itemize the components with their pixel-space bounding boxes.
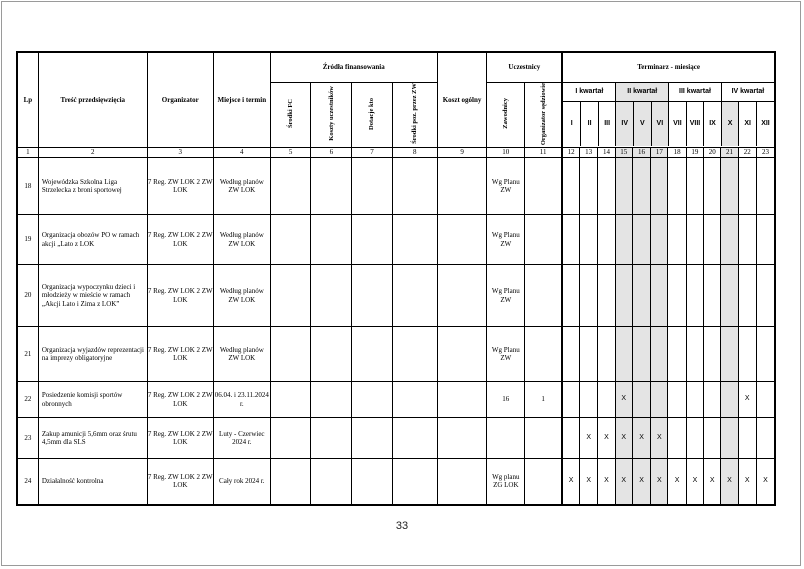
month-cell: X (615, 382, 632, 418)
place-cell: Luty - Czerwiec 2024 r. (213, 418, 270, 459)
funding-cell (270, 158, 311, 215)
header-funding-group: Źródła finansowania (270, 52, 437, 82)
referees-cell (525, 265, 563, 327)
header-funding-zw: Środki poz. przez ZW (392, 82, 437, 148)
task-cell: Posiedzenie komisji sportów obronnych (38, 382, 147, 418)
month-cell (756, 158, 775, 215)
funding-cell (392, 418, 437, 459)
column-number: 8 (392, 148, 437, 158)
row-number: 23 (17, 418, 38, 459)
column-number: 14 (598, 148, 615, 158)
funding-cell (352, 382, 393, 418)
month-cell (598, 382, 615, 418)
month-cell (562, 382, 579, 418)
referees-cell (525, 327, 563, 382)
month-cell (598, 215, 615, 265)
month-cell (651, 158, 668, 215)
column-number: 4 (213, 148, 270, 158)
funding-cell (270, 215, 311, 265)
month-header: XII (761, 119, 770, 127)
table-row (17, 265, 775, 327)
month-cell (580, 215, 598, 265)
month-cell: X (721, 459, 738, 505)
organizer-cell: 7 Reg. ZW LOK 2 ZW LOK (147, 418, 213, 459)
month-header: VII (669, 101, 687, 146)
header-schedule-group: Terminarz - miesiące (562, 52, 775, 82)
header-lp: Lp (17, 52, 38, 148)
funding-cell (352, 265, 393, 327)
table-row (17, 158, 775, 215)
organizer-cell: 7 Reg. ZW LOK 2 ZW LOK (147, 265, 213, 327)
month-header: X (721, 101, 739, 146)
funding-cell (392, 265, 437, 327)
month-cell (615, 265, 632, 327)
funding-cell (392, 459, 437, 505)
organizer-cell: 7 Reg. ZW LOK 2 ZW LOK (147, 327, 213, 382)
funding-cell (270, 418, 311, 459)
funding-cell (270, 327, 311, 382)
month-cell (562, 327, 579, 382)
header-funding-fc: Środki FC (270, 82, 311, 148)
plan-table (16, 51, 776, 506)
players-cell: Wg Planu ZW (487, 265, 525, 327)
month-cell: X (598, 459, 615, 505)
month-cell (738, 215, 756, 265)
month-cell (686, 327, 703, 382)
total-cost-cell (437, 382, 487, 418)
column-number: 1 (17, 148, 38, 158)
players-cell: Wg planu ZG LOK (487, 459, 525, 505)
month-cell (632, 327, 650, 382)
referees-cell (525, 459, 563, 505)
month-cell (668, 382, 686, 418)
quarter-4: IV kwartał (721, 83, 774, 101)
header-players: Zawodnicy (487, 82, 525, 148)
month-cell (704, 382, 721, 418)
column-number: 23 (756, 148, 775, 158)
total-cost-cell (437, 215, 487, 265)
month-header: I (563, 101, 581, 146)
column-number: 5 (270, 148, 311, 158)
table-row (17, 459, 775, 505)
month-cell: X (668, 459, 686, 505)
column-number: 16 (632, 148, 650, 158)
month-cell (738, 418, 756, 459)
funding-cell (352, 418, 393, 459)
page-number: 33 (395, 520, 409, 532)
header-participants-group: Uczestnicy (487, 52, 562, 82)
month-cell (615, 215, 632, 265)
month-cell: X (562, 459, 579, 505)
players-cell: Wg Planu ZW (487, 327, 525, 382)
organizer-cell: 7 Reg. ZW LOK 2 ZW LOK (147, 459, 213, 505)
month-header: III (598, 101, 616, 146)
organizer-cell: 7 Reg. ZW LOK 2 ZW LOK (147, 215, 213, 265)
month-cell (632, 158, 650, 215)
funding-cell (311, 418, 352, 459)
header-quarters-months (562, 82, 775, 148)
row-number: 24 (17, 459, 38, 505)
referees-cell (525, 215, 563, 265)
month-cell (686, 265, 703, 327)
funding-cell (352, 215, 393, 265)
month-cell (651, 327, 668, 382)
month-cell (756, 382, 775, 418)
table-row (17, 215, 775, 265)
funding-cell (311, 215, 352, 265)
column-number: 22 (738, 148, 756, 158)
column-number: 21 (721, 148, 738, 158)
month-cell (721, 215, 738, 265)
month-cell (756, 215, 775, 265)
header-funding-grants: Dotacje kto (352, 82, 393, 148)
month-cell (668, 327, 686, 382)
month-cell (580, 327, 598, 382)
month-cell (686, 215, 703, 265)
month-cell (738, 158, 756, 215)
month-cell: X (632, 418, 650, 459)
month-cell (598, 265, 615, 327)
column-number: 6 (311, 148, 352, 158)
month-cell (668, 265, 686, 327)
month-cell: X (615, 418, 632, 459)
funding-cell (392, 158, 437, 215)
month-cell (562, 418, 579, 459)
task-cell: Wojewódzka Szkolna Liga Strzelecka z broni sportowej (38, 158, 147, 215)
header-task: Treść przedsięwzięcia (38, 52, 147, 148)
month-cell (756, 418, 775, 459)
total-cost-cell (437, 158, 487, 215)
column-number: 19 (686, 148, 703, 158)
month-cell (704, 215, 721, 265)
month-cell: X (651, 418, 668, 459)
table-row (17, 418, 775, 459)
month-cell (651, 265, 668, 327)
quarter-1: I kwartał (563, 83, 616, 101)
referees-cell (525, 158, 563, 215)
funding-cell (352, 327, 393, 382)
month-cell (668, 158, 686, 215)
column-number: 2 (38, 148, 147, 158)
total-cost-cell (437, 265, 487, 327)
month-cell: X (632, 459, 650, 505)
column-number: 9 (437, 148, 487, 158)
task-cell: Działalność kontrolna (38, 459, 147, 505)
month-cell: X (615, 459, 632, 505)
funding-cell (311, 327, 352, 382)
month-cell (686, 418, 703, 459)
referees-cell: 1 (525, 382, 563, 418)
month-cell (651, 382, 668, 418)
task-cell: Organizacja wyjazdów reprezentacji na imprezy obligatoryjne (38, 327, 147, 382)
month-cell: X (598, 418, 615, 459)
funding-cell (270, 459, 311, 505)
month-cell (704, 418, 721, 459)
month-cell: X (651, 459, 668, 505)
month-cell (651, 215, 668, 265)
month-cell (738, 327, 756, 382)
place-cell: Według planów ZW LOK (213, 265, 270, 327)
players-cell: Wg Planu ZW (487, 158, 525, 215)
place-cell: Według planów ZW LOK (213, 327, 270, 382)
column-number: 12 (562, 148, 579, 158)
quarter-2: II kwartał (616, 83, 669, 101)
month-cell (721, 418, 738, 459)
total-cost-cell (437, 418, 487, 459)
column-number: 3 (147, 148, 213, 158)
month-cell: X (704, 459, 721, 505)
column-number: 15 (615, 148, 632, 158)
row-number: 21 (17, 327, 38, 382)
month-cell (632, 215, 650, 265)
total-cost-cell (437, 327, 487, 382)
task-cell: Organizacja wypoczynku dzieci i młodzieży w mieście w ramach „Akcji Lato i Zima z LOK” (38, 265, 147, 327)
column-number: 18 (668, 148, 686, 158)
month-cell (580, 382, 598, 418)
quarter-3: III kwartał (669, 83, 722, 101)
month-cell (615, 327, 632, 382)
month-header: IX (704, 101, 722, 146)
month-cell (756, 265, 775, 327)
month-cell (721, 327, 738, 382)
month-cell (721, 382, 738, 418)
month-cell (580, 158, 598, 215)
task-cell: Zakup amunicji 5,6mm oraz śrutu 4,5mm dla SLS (38, 418, 147, 459)
task-cell: Organizacja obozów PO w ramach akcji „Lato z LOK (38, 215, 147, 265)
month-cell: X (738, 382, 756, 418)
total-cost-cell (437, 459, 487, 505)
place-cell: Według planów ZW LOK (213, 215, 270, 265)
funding-cell (392, 327, 437, 382)
month-header: II (581, 101, 599, 146)
header-organizer: Organizator (147, 52, 213, 148)
month-header: VI (651, 101, 669, 146)
month-cell (704, 158, 721, 215)
month-cell (721, 158, 738, 215)
month-cell (738, 265, 756, 327)
referees-cell (525, 418, 563, 459)
funding-cell (311, 382, 352, 418)
month-header: XI (739, 101, 757, 146)
row-number: 18 (17, 158, 38, 215)
month-cell (632, 382, 650, 418)
month-cell (704, 265, 721, 327)
month-cell (668, 418, 686, 459)
column-number: 13 (580, 148, 598, 158)
month-cell (721, 265, 738, 327)
header-total-cost: Koszt ogólny (437, 52, 487, 148)
place-cell: 06.04. i 23.11.2024 r. (213, 382, 270, 418)
column-number: 17 (651, 148, 668, 158)
players-cell: Wg Planu ZW (487, 215, 525, 265)
funding-cell (270, 382, 311, 418)
header-referees: Organizator sędziowie (525, 82, 563, 148)
table-row (17, 327, 775, 382)
month-cell (686, 158, 703, 215)
month-cell: X (580, 459, 598, 505)
column-number: 11 (525, 148, 563, 158)
month-cell: X (738, 459, 756, 505)
column-number: 7 (352, 148, 393, 158)
funding-cell (392, 382, 437, 418)
row-number: 19 (17, 215, 38, 265)
month-cell (598, 327, 615, 382)
row-number: 20 (17, 265, 38, 327)
row-number: 22 (17, 382, 38, 418)
month-header: IV (616, 101, 634, 146)
funding-cell (352, 158, 393, 215)
month-cell (562, 158, 579, 215)
funding-cell (311, 459, 352, 505)
month-cell (668, 215, 686, 265)
place-cell: Według planów ZW LOK (213, 158, 270, 215)
funding-cell (311, 265, 352, 327)
month-cell (756, 327, 775, 382)
column-number: 20 (704, 148, 721, 158)
month-cell: X (686, 459, 703, 505)
month-cell (580, 265, 598, 327)
month-header: VIII (686, 101, 704, 146)
players-cell: 16 (487, 382, 525, 418)
funding-cell (311, 158, 352, 215)
month-cell (562, 265, 579, 327)
month-cell (632, 265, 650, 327)
organizer-cell: 7 Reg. ZW LOK 2 ZW LOK (147, 158, 213, 215)
funding-cell (392, 215, 437, 265)
funding-cell (352, 459, 393, 505)
month-cell: X (756, 459, 775, 505)
month-cell: X (580, 418, 598, 459)
month-cell (562, 215, 579, 265)
column-number: 10 (487, 148, 525, 158)
header-place: Miejsce i termin (213, 52, 270, 148)
month-cell (598, 158, 615, 215)
place-cell: Cały rok 2024 r. (213, 459, 270, 505)
month-header: V (634, 101, 652, 146)
month-cell (686, 382, 703, 418)
players-cell (487, 418, 525, 459)
organizer-cell: 7 Reg. ZW LOK 2 ZW LOK (147, 382, 213, 418)
table-row (17, 382, 775, 418)
month-cell (704, 327, 721, 382)
funding-cell (270, 265, 311, 327)
month-cell (615, 158, 632, 215)
header-funding-participants: Koszty uczestników (311, 82, 352, 148)
